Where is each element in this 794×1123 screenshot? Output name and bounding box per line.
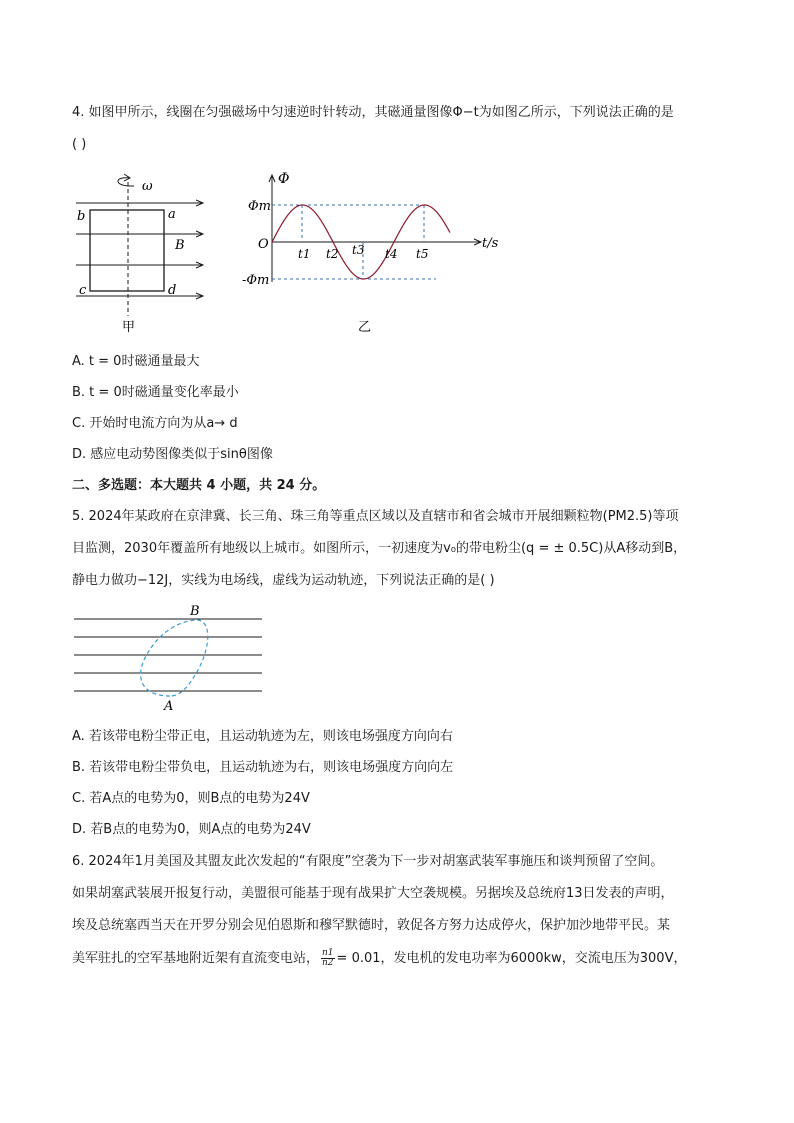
q5-stem-line3: 静电力做功−12J，实线为电场线，虚线为运动轨迹，下列说法正确的是( ) — [72, 573, 495, 588]
q5-option-a: A. 若该带电粉尘带正电，且运动轨迹为左，则该电场强度方向向右 — [72, 729, 453, 744]
label-c: c — [79, 283, 87, 298]
caption-jia: 甲 — [122, 320, 136, 335]
q4-option-c: C. 开始时电流方向为从a→ d — [72, 416, 238, 431]
q6-line4-suffix: = 0.01，发电机的发电功率为6000kw，交流电压为300V， — [336, 951, 687, 966]
fraction-numerator: n1 — [322, 948, 334, 958]
label-t3: t3 — [352, 243, 365, 257]
label-t1: t1 — [298, 247, 311, 261]
q6-stem-line4 — [72, 949, 686, 968]
label-origin: O — [258, 237, 269, 252]
q6-stem-line2: 如果胡塞武装展开报复行动，美盟很可能基于现有战果扩大空袭规模。另据埃及总统府13日发表的声明， — [72, 886, 674, 901]
q4-option-b: B. t = 0时磁通量变化率最小 — [72, 385, 239, 400]
figure-yi — [240, 166, 510, 338]
turns-ratio-fraction — [321, 949, 335, 968]
q6-stem-line3: 埃及总统塞西当天在开罗分别会见伯恩斯和穆罕默德时，敦促各方努力达成停火，保护加沙地带平民。某 — [72, 918, 671, 933]
label-phi-max: Φm — [248, 199, 271, 214]
q5-option-d: D. 若B点的电势为0，则A点的电势为24V — [72, 822, 311, 837]
q5-stem-line1: 5. 2024年某政府在京津冀、长三角、珠三角等重点区域以及直辖市和省会城市开展细颗粒物(PM2.5)等项 — [72, 509, 679, 524]
q6-stem-line1: 6. 2024年1月美国及其盟友此次发起的“有限度”空袭为下一步对胡塞武装军事施压和谈判预留了空间。 — [72, 854, 664, 869]
q4-option-a: A. t = 0时磁通量最大 — [72, 354, 200, 369]
caption-yi: 乙 — [358, 320, 372, 335]
rotation-arrow-icon — [118, 178, 134, 186]
label-t-axis: t/s — [482, 236, 499, 251]
label-t2: t2 — [326, 247, 339, 261]
label-phi-min: -Φm — [242, 273, 270, 288]
q4-stem-line1: 4. 如图甲所示，线圈在匀强磁场中匀速逆时针转动，其磁通量图像Φ−t为如图乙所示，下列说法正确的是 — [72, 105, 674, 120]
label-t4: t4 — [385, 247, 398, 261]
trajectory — [141, 620, 208, 696]
label-phi: Φ — [278, 171, 290, 187]
coil — [90, 210, 164, 291]
label-point-A: A — [164, 699, 174, 714]
q5-stem-line2: 目监测，2030年覆盖所有地级以上城市。如图所示，一初速度为v₀的带电粉尘(q = ± 0.5C)从A移动到B， — [72, 541, 687, 556]
figure-q5 — [72, 600, 268, 714]
label-point-B: B — [190, 604, 200, 619]
label-t5: t5 — [416, 247, 429, 261]
q4-option-d: D. 感应电动势图像类似于sinθ图像 — [72, 447, 273, 462]
label-field-B: B — [175, 238, 185, 253]
q4-stem-line2: ( ) — [72, 137, 87, 152]
fraction-denominator: n2 — [322, 958, 334, 968]
section-heading: 二、多选题：本大题共 4 小题，共 24 分。 — [72, 478, 326, 493]
label-d: d — [168, 283, 177, 298]
q5-option-c: C. 若A点的电势为0，则B点的电势为24V — [72, 791, 310, 806]
label-b: b — [77, 209, 86, 224]
q5-option-b: B. 若该带电粉尘带负电，且运动轨迹为右，则该电场强度方向向左 — [72, 760, 454, 775]
figure-jia — [72, 168, 212, 338]
label-omega: ω — [142, 179, 153, 194]
label-a: a — [168, 207, 176, 222]
q6-line4-prefix: 美军驻扎的空军基地附近架有直流变电站， — [72, 951, 320, 966]
